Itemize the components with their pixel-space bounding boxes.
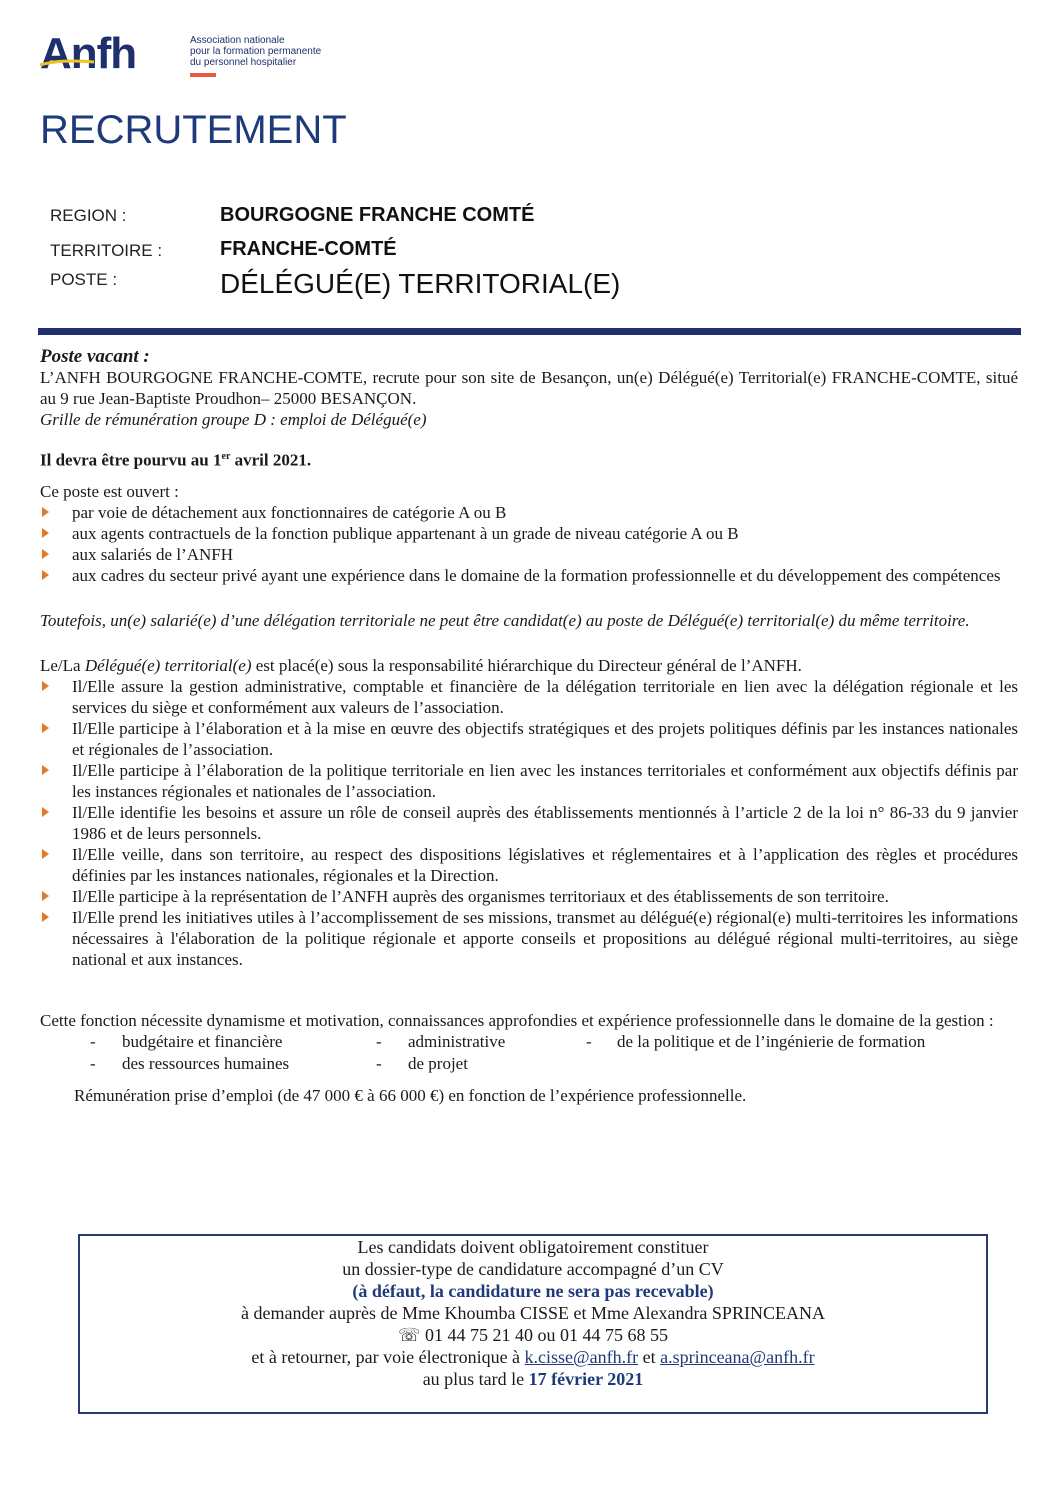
application-box: Les candidats doivent obligatoirement constituer un dossier-type de candidature accompagné d’un CV (à défaut, la candidature ne sera pas recevable) à demander auprès de Mme Khoumba CISSE et Mme Alexandra SPRINCEANA ☏ 01 44 75 21 40 ou 01 44 75 68 55 et à retourner, par voie électronique à k.cisse@anfh.fr et a.sprinceana@anfh.fr au plus tard le 17 février 2021	[78, 1234, 988, 1414]
arrow-bullet-icon	[42, 681, 49, 691]
page-title: RECRUTEMENT	[40, 108, 347, 152]
arrow-bullet-icon	[42, 570, 49, 580]
toutefois-paragraph: Toutefois, un(e) salarié(e) d’une délégation territoriale ne peut être candidat(e) au poste de Délégué(e) territorial(e) du même territoire.	[40, 610, 970, 630]
list-item: Il/Elle identifie les besoins et assure un rôle de conseil auprès des établissements mentionnés à l’article 2 de la loi n° 86-33 du 9 janvier 1986 et de leurs personnels.	[40, 802, 1018, 844]
logo-swoosh-icon	[40, 58, 94, 68]
territoire-value: FRANCHE-COMTÉ	[220, 238, 397, 260]
poste-label: POSTE :	[50, 270, 118, 289]
list-item: Il/Elle participe à l’élaboration de la politique territoriale en lien avec les instances territoriales et conformément aux objectifs définis par les instances régionales et nationales de l’association.	[40, 760, 1018, 802]
list-item: administrative	[408, 1031, 506, 1051]
logo-wordmark: Anfh	[40, 29, 137, 78]
email-link-sprinceana[interactable]: a.sprinceana@anfh.fr	[660, 1347, 815, 1367]
email-line: et à retourner, par voie électronique à k.cisse@anfh.fr et a.sprinceana@anfh.fr	[251, 1347, 815, 1367]
list-item: des ressources humaines	[122, 1053, 290, 1073]
poste-vacant-heading: Poste vacant :	[40, 346, 150, 367]
list-item: Il/Elle veille, dans son territoire, au respect des dispositions législatives et réglementaires et à l’application des règles et procédures définies par les instances nationales, régionales et la Direction.	[40, 844, 1018, 886]
arrow-bullet-icon	[42, 765, 49, 775]
poste-value: DÉLÉGUÉ(E) TERRITORIAL(E)	[220, 268, 621, 299]
arrow-bullet-icon	[42, 849, 49, 859]
territoire-label: TERRITOIRE :	[50, 241, 163, 260]
arrow-bullet-icon	[42, 507, 49, 517]
list-item: de projet	[408, 1053, 468, 1073]
list-item: de la politique et de l’ingénierie de formation	[617, 1031, 926, 1051]
list-item: par voie de détachement aux fonctionnaires de catégorie A ou B	[40, 502, 1018, 523]
dash-marker: -	[376, 1053, 382, 1073]
arrow-bullet-icon	[42, 549, 49, 559]
region-value: BOURGOGNE FRANCHE COMTÉ	[220, 204, 535, 226]
grille-line: Grille de rémunération groupe D : emploi de Délégué(e)	[40, 410, 427, 429]
list-item: Il/Elle participe à l’élaboration et à la mise en œuvre des objectifs stratégiques et des projets politiques définis par les instances nationales et régionales de l’association.	[40, 718, 1018, 760]
ouvert-intro: Ce poste est ouvert :	[40, 481, 179, 501]
dash-marker: -	[376, 1031, 382, 1051]
deadline-line: au plus tard le 17 février 2021	[422, 1369, 644, 1389]
email-link-cisse[interactable]: k.cisse@anfh.fr	[524, 1347, 639, 1367]
fonction-paragraph: Cette fonction nécessite dynamisme et motivation, connaissances approfondies et expérience professionnelle dans le domaine de la gestion :	[40, 1010, 994, 1030]
missions-list	[40, 676, 1018, 970]
mandatory-warning: (à défaut, la candidature ne sera pas recevable)	[352, 1281, 714, 1301]
list-item: Il/Elle assure la gestion administrative, comptable et financière de la délégation territoriale en lien avec la délégation régionale et les services du siège et conformément aux valeurs de l’association.	[40, 676, 1018, 718]
arrow-bullet-icon	[42, 528, 49, 538]
phone-icon: ☏	[397, 1325, 421, 1345]
start-date-line: Il devra être pourvu au 1er avril 2021.	[40, 450, 312, 470]
eligibility-list	[40, 502, 1018, 586]
logo-red-bar	[190, 73, 216, 77]
list-item: budgétaire et financière	[122, 1031, 283, 1051]
dash-marker: -	[90, 1053, 96, 1073]
hierarchy-line: Le/La Délégué(e) territorial(e) est placé(e) sous la responsabilité hiérarchique du Directeur général de l’ANFH.	[40, 655, 802, 675]
deadline-date: 17 février 2021	[528, 1369, 644, 1389]
arrow-bullet-icon	[42, 891, 49, 901]
intro-paragraph: L’ANFH BOURGOGNE FRANCHE-COMTE, recrute pour son site de Besançon, un(e) Délégué(e) Territorial(e) FRANCHE-COMTE, situé au 9 rue Jean-Baptiste Proudhon– 25000 BESANÇON.	[40, 368, 1018, 408]
region-label: REGION :	[50, 206, 127, 225]
logo-tagline: Association nationale pour la formation permanente du personnel hospitalier	[190, 35, 322, 68]
list-item: aux cadres du secteur privé ayant une expérience dans le domaine de la formation professionnelle et du développement des compétences	[40, 565, 1018, 586]
domains-list	[40, 1031, 1018, 1075]
list-item: aux agents contractuels de la fonction publique appartenant à un grade de niveau catégorie A ou B	[40, 523, 1018, 544]
list-item: Il/Elle prend les initiatives utiles à l’accomplissement de ses missions, transmet au délégué(e) régional(e) multi-territoires les informations nécessaires à l'élaboration de la politique régionale et apporte conseils et propositions au délégué régional multi-territoires, au siège national et aux instances.	[40, 907, 1018, 970]
arrow-bullet-icon	[42, 807, 49, 817]
header-divider	[38, 328, 1021, 335]
list-item: aux salariés de l’ANFH	[40, 544, 1018, 565]
job-description	[40, 346, 1018, 1106]
remuneration-line: Rémunération prise d’emploi (de 47 000 € à 66 000 €) en fonction de l’expérience professionnelle.	[74, 1085, 747, 1105]
list-item: Il/Elle participe à la représentation de l’ANFH auprès des organismes territoriaux et des établissements de son territoire.	[40, 886, 1018, 907]
phone-line: ☏ 01 44 75 21 40 ou 01 44 75 68 55	[397, 1325, 668, 1345]
dash-marker: -	[586, 1031, 592, 1051]
arrow-bullet-icon	[42, 723, 49, 733]
arrow-bullet-icon	[42, 912, 49, 922]
dash-marker: -	[90, 1031, 96, 1051]
